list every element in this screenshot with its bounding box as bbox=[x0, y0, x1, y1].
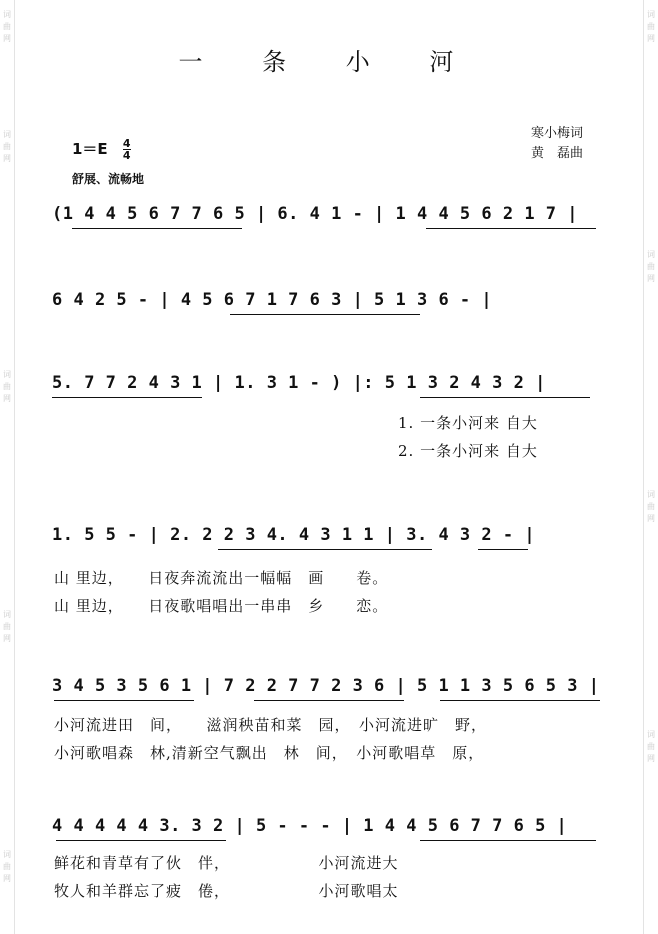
watermark-glyph: 曲 bbox=[647, 502, 655, 511]
watermark-glyph: 网 bbox=[647, 34, 655, 43]
watermark-glyph: 网 bbox=[3, 634, 11, 643]
beam-line bbox=[254, 700, 404, 701]
tempo-marking: 舒展、流畅地 bbox=[72, 172, 145, 186]
credits bbox=[531, 124, 583, 164]
watermark-glyph: 词 bbox=[3, 130, 11, 139]
watermark-glyph: 词 bbox=[3, 10, 11, 19]
beam-line bbox=[420, 840, 596, 841]
watermark-glyph: 词 bbox=[647, 490, 655, 499]
notation-system-5: 3 4 5 3 5 6 1 | 7 2 2 7 7 2 3 6 | 5 1 1 3 5 6 5 3 | bbox=[52, 676, 600, 696]
composer-credit: 黄 磊曲 bbox=[531, 146, 584, 161]
watermark-glyph: 曲 bbox=[3, 862, 11, 871]
lyric-line-verse-1: 鲜花和青草有了伙 伴， 小河流进大 bbox=[54, 854, 399, 872]
notation-system-4: 1. 5 5 - | 2. 2 2 3 4. 4 3 1 1 | 3. 4 3 2 - | bbox=[52, 525, 536, 545]
lyricist-credit: 寒小梅词 bbox=[531, 126, 584, 141]
lyric-line-verse-2: 小河歌唱森 林,清新空气飘出 林 间， 小河歌唱草 原， bbox=[54, 744, 485, 762]
beam-line bbox=[52, 397, 202, 398]
lyric-line-verse-1: 小河流进田 间， 滋润秧苗和菜 园， 小河流进旷 野， bbox=[54, 716, 488, 734]
watermark-glyph: 网 bbox=[647, 754, 655, 763]
beam-line bbox=[420, 397, 590, 398]
watermark-glyph: 曲 bbox=[3, 142, 11, 151]
beam-line bbox=[426, 228, 596, 229]
key-signature bbox=[72, 138, 131, 161]
beam-line bbox=[54, 700, 194, 701]
watermark-strip-left bbox=[0, 0, 15, 934]
time-signature bbox=[123, 138, 131, 161]
lyric-line-verse-2: 山 里边， 日夜歌唱唱出一串串 乡 恋。 bbox=[54, 597, 389, 615]
watermark-strip-right bbox=[643, 0, 658, 934]
beam-line bbox=[72, 228, 242, 229]
watermark-glyph: 词 bbox=[3, 370, 11, 379]
lyric-line-verse-1: 1. 一条小河来 自大 bbox=[398, 414, 538, 432]
watermark-glyph: 网 bbox=[3, 154, 11, 163]
watermark-glyph: 网 bbox=[647, 274, 655, 283]
beam-line bbox=[56, 840, 226, 841]
beam-line bbox=[478, 549, 528, 550]
time-denominator: 4 bbox=[122, 149, 131, 162]
notation-system-2: 6 4 2 5 - | 4 5 6 7 1 7 6 3 | 5 1 3 6 - | bbox=[52, 290, 493, 310]
watermark-glyph: 曲 bbox=[3, 22, 11, 31]
watermark-glyph: 网 bbox=[3, 394, 11, 403]
notation-system-1: (1 4 4 5 6 7 7 6 5 | 6. 4 1 - | 1 4 4 5 6 2 1 7 | bbox=[52, 204, 579, 224]
watermark-glyph: 曲 bbox=[647, 742, 655, 751]
notation-system-6: 4 4 4 4 4 3. 3 2 | 5 - - - | 1 4 4 5 6 7 7 6 5 | bbox=[52, 816, 568, 836]
beam-line bbox=[218, 549, 432, 550]
watermark-glyph: 网 bbox=[3, 874, 11, 883]
lyric-line-verse-2: 2. 一条小河来 自大 bbox=[398, 442, 538, 460]
lyric-line-verse-1: 山 里边， 日夜奔流流出一幅幅 画 卷。 bbox=[54, 569, 389, 587]
watermark-glyph: 曲 bbox=[3, 382, 11, 391]
watermark-glyph: 词 bbox=[647, 10, 655, 19]
watermark-glyph: 词 bbox=[3, 610, 11, 619]
watermark-glyph: 曲 bbox=[3, 622, 11, 631]
watermark-glyph: 曲 bbox=[647, 22, 655, 31]
lyric-line-verse-2: 牧人和羊群忘了疲 倦， 小河歌唱太 bbox=[54, 882, 399, 900]
song-title: 一 条 小 河 bbox=[178, 48, 480, 76]
watermark-glyph: 网 bbox=[3, 34, 11, 43]
watermark-glyph: 曲 bbox=[647, 262, 655, 271]
key-label: 1＝E bbox=[72, 140, 108, 158]
notation-system-3: 5. 7 7 2 4 3 1 | 1. 3 1 - ) |: 5 1 3 2 4 3 2 | bbox=[52, 373, 546, 393]
beam-line bbox=[440, 700, 600, 701]
watermark-glyph: 词 bbox=[647, 250, 655, 259]
beam-line bbox=[230, 314, 420, 315]
time-numerator: 4 bbox=[122, 137, 131, 150]
watermark-glyph: 词 bbox=[647, 730, 655, 739]
watermark-glyph: 网 bbox=[647, 514, 655, 523]
watermark-glyph: 词 bbox=[3, 850, 11, 859]
